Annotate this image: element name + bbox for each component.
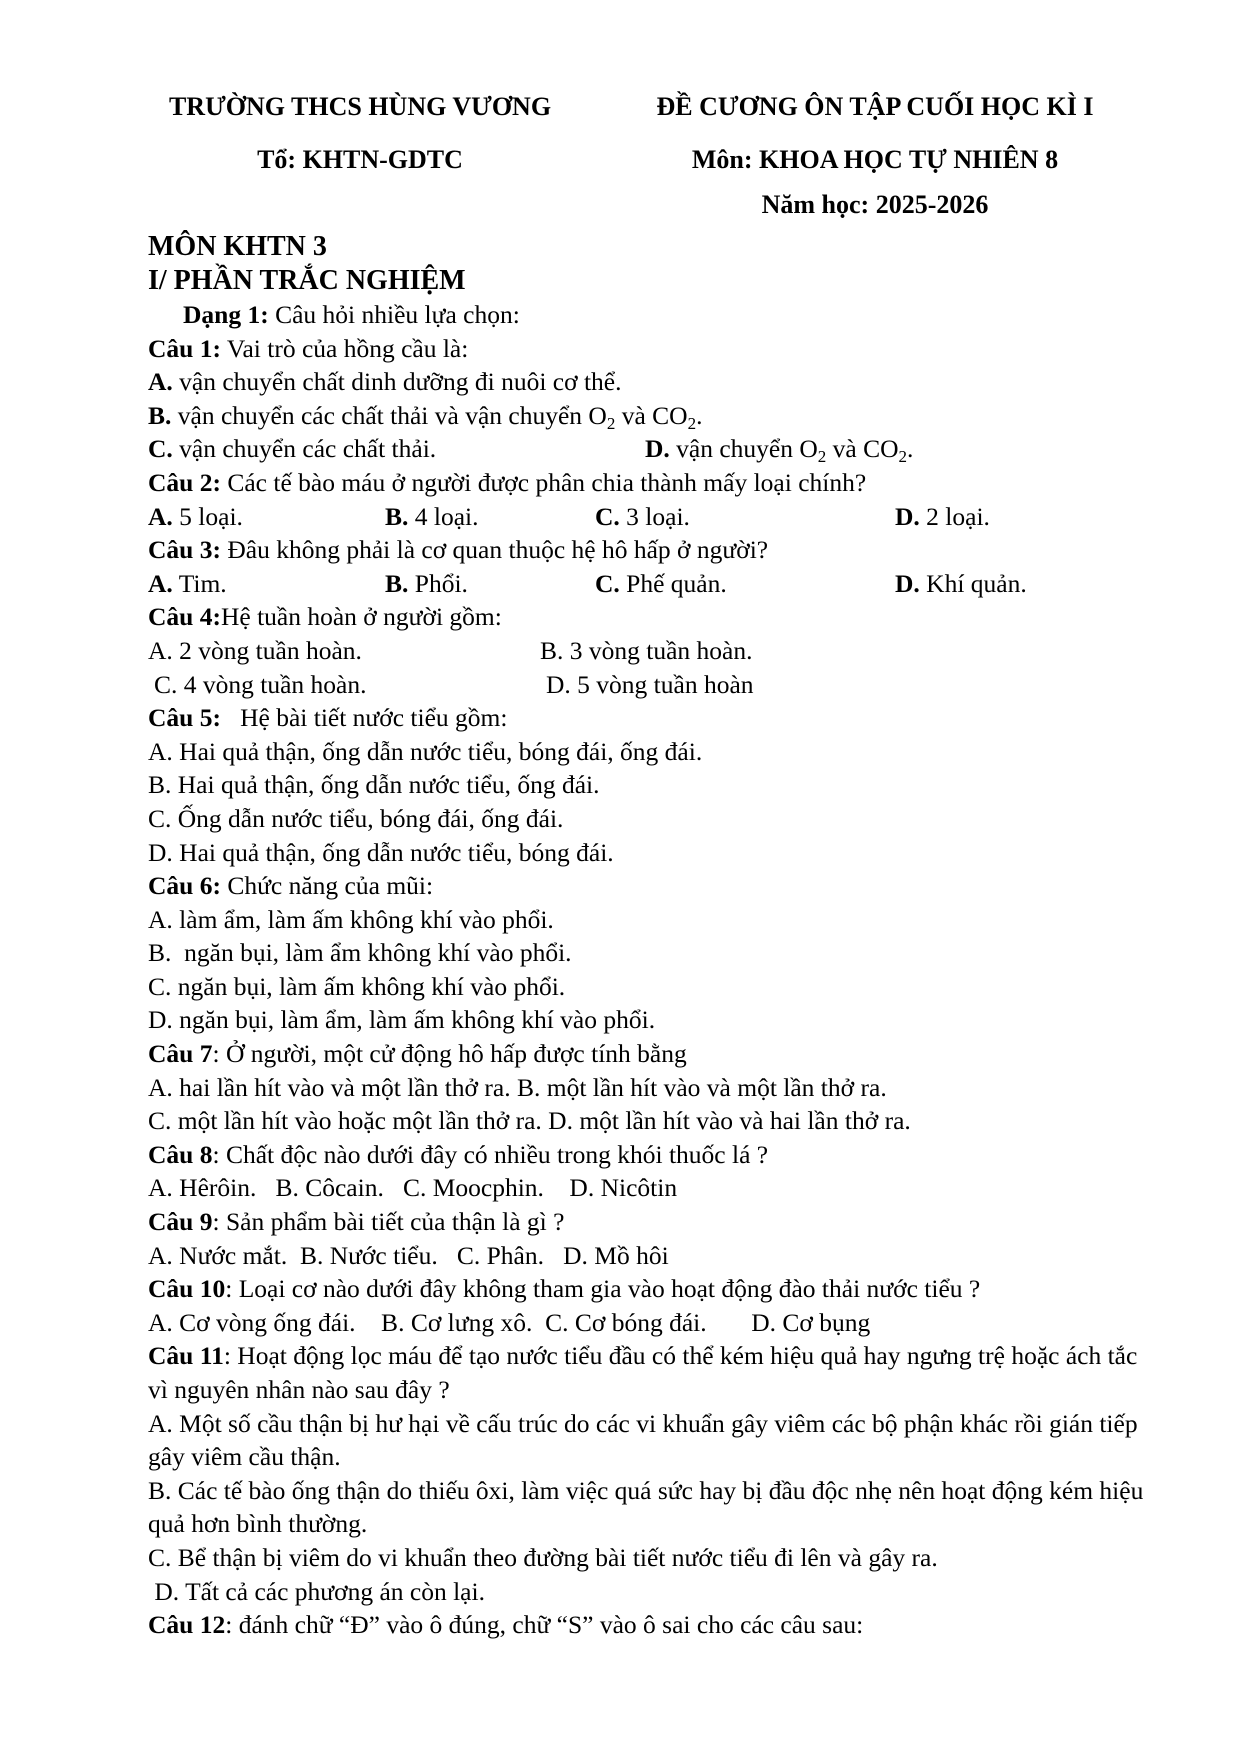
option-letter: B. [385, 568, 409, 598]
question-type [148, 298, 1148, 332]
option-c: C. 4 vòng tuần hoàn. [154, 669, 367, 699]
option-letter: C. [595, 568, 620, 598]
question-label: Câu 9 [148, 1207, 213, 1237]
option-b [385, 567, 595, 601]
option-text: vận chuyển O [669, 434, 818, 464]
subject-heading: MÔN KHTN 3 [148, 231, 327, 262]
option-d [895, 567, 1027, 601]
options-row: A. Hêrôin. B. Côcain. C. Moocphin. D. Nicôtin [148, 1173, 678, 1203]
question-3 [148, 533, 1148, 567]
question-label: Câu 7 [148, 1039, 213, 1069]
question-label: Câu 4: [148, 602, 221, 632]
question-label: Câu 1: [148, 333, 221, 363]
question-4 [148, 600, 1148, 634]
option-text: vận chuyển chất dinh dưỡng đi nuôi cơ thể. [172, 367, 622, 397]
question-1 [148, 332, 1148, 366]
option-d: D. ngăn bụi, làm ẩm, làm ấm không khí vào phổi. [148, 1005, 656, 1035]
option-text: 5 loại. [172, 501, 243, 531]
question-label: Câu 8 [148, 1139, 213, 1169]
question-text: Đâu không phải là cơ quan thuộc hệ hô hấp ở người? [220, 535, 769, 565]
question-text: Chức năng của mũi: [220, 871, 434, 901]
question-label: Câu 6: [148, 871, 221, 901]
school-year: Năm học: 2025-2026 [761, 190, 989, 219]
question-label: Câu 11 [148, 1341, 224, 1371]
question-label: Câu 2: [148, 467, 221, 497]
option-text: 3 loại. [619, 501, 690, 531]
question-type-label: Dạng 1: [183, 300, 269, 329]
option-text: vận chuyển các chất thải. [172, 434, 437, 464]
option-letter: C. [148, 434, 173, 464]
option-d: D. Hai quả thận, ống dẫn nước tiểu, bóng đái. [148, 837, 614, 867]
option-a [148, 500, 385, 534]
question-text: Các tế bào máu ở người được phân chia thành mấy loại chính? [220, 467, 867, 497]
option-d [645, 432, 913, 466]
option-b: B. Hai quả thận, ống dẫn nước tiểu, ống đái. [148, 770, 600, 800]
subject-line: Môn: KHOA HỌC TỰ NHIÊN 8 [691, 145, 1059, 174]
question-text: : Sản phẩm bài tiết của thận là gì ? [212, 1207, 565, 1237]
option-c: C. Bể thận bị viêm do vi khuẩn theo đường bài tiết nước tiểu đi lên và gây ra. [148, 1542, 938, 1572]
department: Tổ: KHTN-GDTC [257, 145, 463, 174]
option-letter: A. [148, 367, 173, 397]
question-12 [148, 1608, 1148, 1642]
question-text: Hệ bài tiết nước tiểu gồm: [220, 703, 508, 733]
option-a: A. Một số cầu thận bị hư hại về cấu trúc do các vi khuẩn gây viêm các bộ phận khác rồi gián tiếp gây viêm cầu thận. [148, 1408, 1138, 1472]
question-text: : đánh chữ “Đ” vào ô đúng, chữ “S” vào ô sai cho các câu sau: [225, 1610, 864, 1640]
options-row [148, 668, 1148, 702]
option-a [148, 365, 1148, 399]
option-b: B. 3 vòng tuần hoàn. [540, 635, 753, 665]
subscript: 2 [687, 413, 697, 433]
question-9 [148, 1205, 1148, 1239]
document-body [148, 230, 1148, 1642]
option-d: D. 5 vòng tuần hoàn [546, 669, 754, 699]
question-7 [148, 1037, 1148, 1071]
option-c [595, 567, 895, 601]
option-c: C. ngăn bụi, làm ấm không khí vào phổi. [148, 971, 566, 1001]
question-label: Câu 12 [148, 1610, 226, 1640]
option-d [895, 500, 990, 534]
school-name: TRƯỜNG THCS HÙNG VƯƠNG [168, 92, 552, 121]
options-row [148, 567, 1148, 601]
option-text: và CO [615, 400, 688, 430]
question-text: : Hoạt động lọc máu để tạo nước tiểu đầu có thể kém hiệu quả hay ngưng trệ hoặc ách tắc vì nguyên nhân nào sau đây ? [148, 1341, 1138, 1404]
question-10 [148, 1272, 1148, 1306]
option-c: C. Ống dẫn nước tiểu, bóng đái, ống đái. [148, 803, 564, 833]
option-letter: B. [148, 400, 172, 430]
document-title: ĐỀ CƯƠNG ÔN TẬP CUỐI HỌC KÌ I [656, 92, 1094, 121]
option-text: 2 loại. [919, 501, 990, 531]
question-text: Vai trò của hồng cầu là: [220, 333, 469, 363]
options-cd: C. một lần hít vào hoặc một lần thở ra. D. một lần hít vào và hai lần thở ra. [148, 1106, 911, 1136]
question-2 [148, 466, 1148, 500]
question-text: : Loại cơ nào dưới đây không tham gia vào hoạt động đào thải nước tiểu ? [225, 1274, 981, 1304]
option-text: Tim. [172, 568, 227, 598]
option-a: A. 2 vòng tuần hoàn. [148, 635, 362, 665]
option-b [148, 399, 1148, 433]
option-c [148, 432, 645, 466]
subscript: 2 [606, 413, 616, 433]
question-8 [148, 1138, 1148, 1172]
option-letter: A. [148, 568, 173, 598]
option-text: và CO [826, 434, 899, 464]
option-text: vận chuyển các chất thải và vận chuyển O [171, 400, 607, 430]
question-text: : Chất độc nào dưới đây có nhiều trong khói thuốc lá ? [212, 1139, 769, 1169]
question-11 [148, 1339, 1148, 1406]
option-letter: B. [385, 501, 409, 531]
question-6 [148, 869, 1148, 903]
options-row: A. Nước mắt. B. Nước tiểu. C. Phân. D. Mồ hôi [148, 1240, 669, 1270]
options-ab: A. hai lần hít vào và một lần thở ra. B. một lần hít vào và một lần thở ra. [148, 1072, 887, 1102]
question-type-text: Câu hỏi nhiều lựa chọn: [268, 300, 520, 329]
options-cd [148, 432, 1148, 466]
option-letter: C. [595, 501, 620, 531]
option-text: Phổi. [408, 568, 468, 598]
option-letter: D. [895, 501, 920, 531]
question-label: Câu 3: [148, 535, 221, 565]
option-text: . [696, 400, 703, 430]
option-text: Khí quản. [919, 568, 1027, 598]
question-label: Câu 5: [148, 703, 221, 733]
option-text: . [907, 434, 914, 464]
option-b: B. ngăn bụi, làm ẩm không khí vào phổi. [148, 938, 572, 968]
option-a: A. làm ẩm, làm ấm không khí vào phổi. [148, 904, 554, 934]
option-text: Phế quản. [619, 568, 727, 598]
option-c [595, 500, 895, 534]
subscript: 2 [817, 447, 827, 467]
option-letter: D. [645, 434, 670, 464]
option-letter: D. [895, 568, 920, 598]
subscript: 2 [898, 447, 908, 467]
option-b [385, 500, 595, 534]
question-text: Hệ tuần hoàn ở người gồm: [220, 602, 502, 632]
part-heading: I/ PHẦN TRẮC NGHIỆM [148, 265, 466, 296]
option-letter: A. [148, 501, 173, 531]
option-b: B. Các tế bào ống thận do thiếu ôxi, làm việc quá sức hay bị đầu độc nhẹ nên hoạt động kém hiệu quả hơn bình thường. [148, 1475, 1144, 1539]
question-text: : Ở người, một cử động hô hấp được tính bằng [212, 1039, 687, 1069]
question-5 [148, 701, 1148, 735]
question-label: Câu 10 [148, 1274, 226, 1304]
options-row [148, 634, 1148, 668]
option-a: A. Hai quả thận, ống dẫn nước tiểu, bóng đái, ống đái. [148, 736, 703, 766]
option-d: D. Tất cả các phương án còn lại. [148, 1576, 485, 1606]
option-text: 4 loại. [408, 501, 479, 531]
options-row [148, 500, 1148, 534]
option-a [148, 567, 385, 601]
options-row: A. Cơ vòng ống đái. B. Cơ lưng xô. C. Cơ bóng đái. D. Cơ bụng [148, 1307, 871, 1337]
